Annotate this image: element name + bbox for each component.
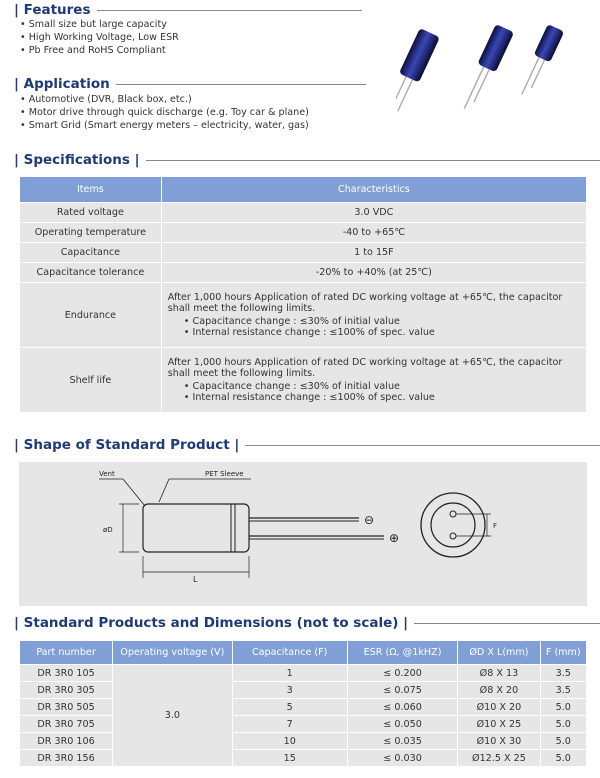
f-value: 5.0 <box>540 733 586 750</box>
list-item: • Capacitance change : ≤30% of initial value <box>184 316 580 327</box>
spec-item: Operating temperature <box>20 223 162 243</box>
capacitance: 1 <box>232 665 347 682</box>
table-row <box>20 348 587 413</box>
end-view-inner <box>431 503 475 547</box>
specifications-heading: | Specifications | <box>14 152 600 168</box>
spec-item: Rated voltage <box>20 203 162 223</box>
dimensions: Ø12.5 X 25 <box>458 750 540 767</box>
spec-header-characteristics: Characteristics <box>161 177 586 203</box>
part-number: DR 3R0 106 <box>20 733 113 750</box>
spec-value <box>161 283 586 348</box>
features-title: Features <box>23 2 91 18</box>
dimensions: Ø10 X 20 <box>458 699 540 716</box>
specifications-rule <box>146 160 600 161</box>
products-header-dimensions: ØD X L(mm) <box>458 641 540 665</box>
shape-rule <box>245 445 600 446</box>
part-number: DR 3R0 705 <box>20 716 113 733</box>
endurance-text: After 1,000 hours Application of rated DC working voltage at +65℃, the capacitor shall meet the following limits. <box>167 292 563 314</box>
table-row <box>20 283 587 348</box>
application-rule <box>116 84 366 85</box>
features-heading: | Features <box>14 2 362 18</box>
table-row <box>20 223 587 243</box>
table-row <box>20 716 587 733</box>
products-heading: | Standard Products and Dimensions (not to scale) | <box>14 615 600 631</box>
dimensions: Ø8 X 20 <box>458 682 540 699</box>
f-value: 5.0 <box>540 750 586 767</box>
products-table <box>19 640 587 767</box>
spec-value: -40 to +65℃ <box>161 223 586 243</box>
features-rule <box>97 10 362 11</box>
spec-item: Capacitance <box>20 243 162 263</box>
esr: ≤ 0.060 <box>347 699 458 716</box>
spec-value: 3.0 VDC <box>161 203 586 223</box>
application-list <box>20 93 309 132</box>
table-row <box>20 750 587 767</box>
esr: ≤ 0.200 <box>347 665 458 682</box>
part-number: DR 3R0 105 <box>20 665 113 682</box>
dimensions: Ø8 X 13 <box>458 665 540 682</box>
shelf-life-limits <box>184 381 580 403</box>
products-header-capacitance: Capacitance (F) <box>232 641 347 665</box>
table-row <box>20 682 587 699</box>
table-row <box>20 665 587 682</box>
spec-header-items: Items <box>20 177 162 203</box>
shelf-life-text: After 1,000 hours Application of rated DC working voltage at +65℃, the capacitor shall meet the following limits. <box>167 357 563 379</box>
products-rule <box>414 623 600 624</box>
list-item: • Capacitance change : ≤30% of initial value <box>184 381 580 392</box>
capacitance: 3 <box>232 682 347 699</box>
products-header-voltage: Operating voltage (V) <box>113 641 233 665</box>
specifications-table <box>19 176 587 413</box>
products-header-esr: ESR (Ω, @1kHZ) <box>347 641 458 665</box>
part-number: DR 3R0 505 <box>20 699 113 716</box>
table-row <box>20 243 587 263</box>
f-label: F <box>493 522 498 530</box>
spec-item: Capacitance tolerance <box>20 263 162 283</box>
f-value: 5.0 <box>540 699 586 716</box>
spec-item: Shelf life <box>20 348 162 413</box>
diameter-label: øD <box>103 526 113 534</box>
specifications-title: Specifications <box>23 152 130 168</box>
spec-item: Endurance <box>20 283 162 348</box>
capacitance: 7 <box>232 716 347 733</box>
minus-icon: ⊖ <box>364 513 375 527</box>
list-item: • Motor drive through quick discharge (e.g. Toy car & plane) <box>20 106 309 119</box>
capacitor-body <box>143 504 249 552</box>
spec-value <box>161 348 586 413</box>
application-title: Application <box>23 76 110 92</box>
dimensions: Ø10 X 30 <box>458 733 540 750</box>
features-list <box>20 18 179 57</box>
list-item: • Pb Free and RoHS Compliant <box>20 44 179 57</box>
esr: ≤ 0.075 <box>347 682 458 699</box>
endurance-limits <box>184 316 580 338</box>
shape-heading: | Shape of Standard Product | <box>14 437 600 453</box>
esr: ≤ 0.050 <box>347 716 458 733</box>
application-heading: | Application <box>14 76 366 92</box>
list-item: • High Working Voltage, Low ESR <box>20 31 179 44</box>
length-label: L <box>193 575 198 584</box>
pet-sleeve-label: PET Sleeve <box>205 470 244 478</box>
table-row <box>20 733 587 750</box>
part-number: DR 3R0 156 <box>20 750 113 767</box>
products-header-f: F (mm) <box>540 641 586 665</box>
capacitance: 5 <box>232 699 347 716</box>
shape-title: Shape of Standard Product <box>23 437 230 453</box>
list-item: • Internal resistance change : ≤100% of spec. value <box>184 392 580 403</box>
f-value: 3.5 <box>540 682 586 699</box>
capacitance: 15 <box>232 750 347 767</box>
product-photo <box>396 20 592 132</box>
capacitance: 10 <box>232 733 347 750</box>
f-value: 3.5 <box>540 665 586 682</box>
products-title: Standard Products and Dimensions (not to scale) <box>23 615 399 631</box>
dimensions: Ø10 X 25 <box>458 716 540 733</box>
plus-icon: ⊕ <box>389 531 400 545</box>
spec-value: -20% to +40% (at 25℃) <box>161 263 586 283</box>
shape-diagram <box>19 462 587 606</box>
spec-value: 1 to 15F <box>161 243 586 263</box>
list-item: • Internal resistance change : ≤100% of spec. value <box>184 327 580 338</box>
table-row <box>20 263 587 283</box>
list-item: • Small size but large capacity <box>20 18 179 31</box>
table-row <box>20 699 587 716</box>
operating-voltage: 3.0 <box>113 665 233 767</box>
table-row <box>20 203 587 223</box>
esr: ≤ 0.035 <box>347 733 458 750</box>
f-value: 5.0 <box>540 716 586 733</box>
vent-label: Vent <box>99 470 115 478</box>
part-number: DR 3R0 305 <box>20 682 113 699</box>
products-header-part: Part number <box>20 641 113 665</box>
list-item: • Automotive (DVR, Black box, etc.) <box>20 93 309 106</box>
list-item: • Smart Grid (Smart energy meters – electricity, water, gas) <box>20 119 309 132</box>
esr: ≤ 0.030 <box>347 750 458 767</box>
